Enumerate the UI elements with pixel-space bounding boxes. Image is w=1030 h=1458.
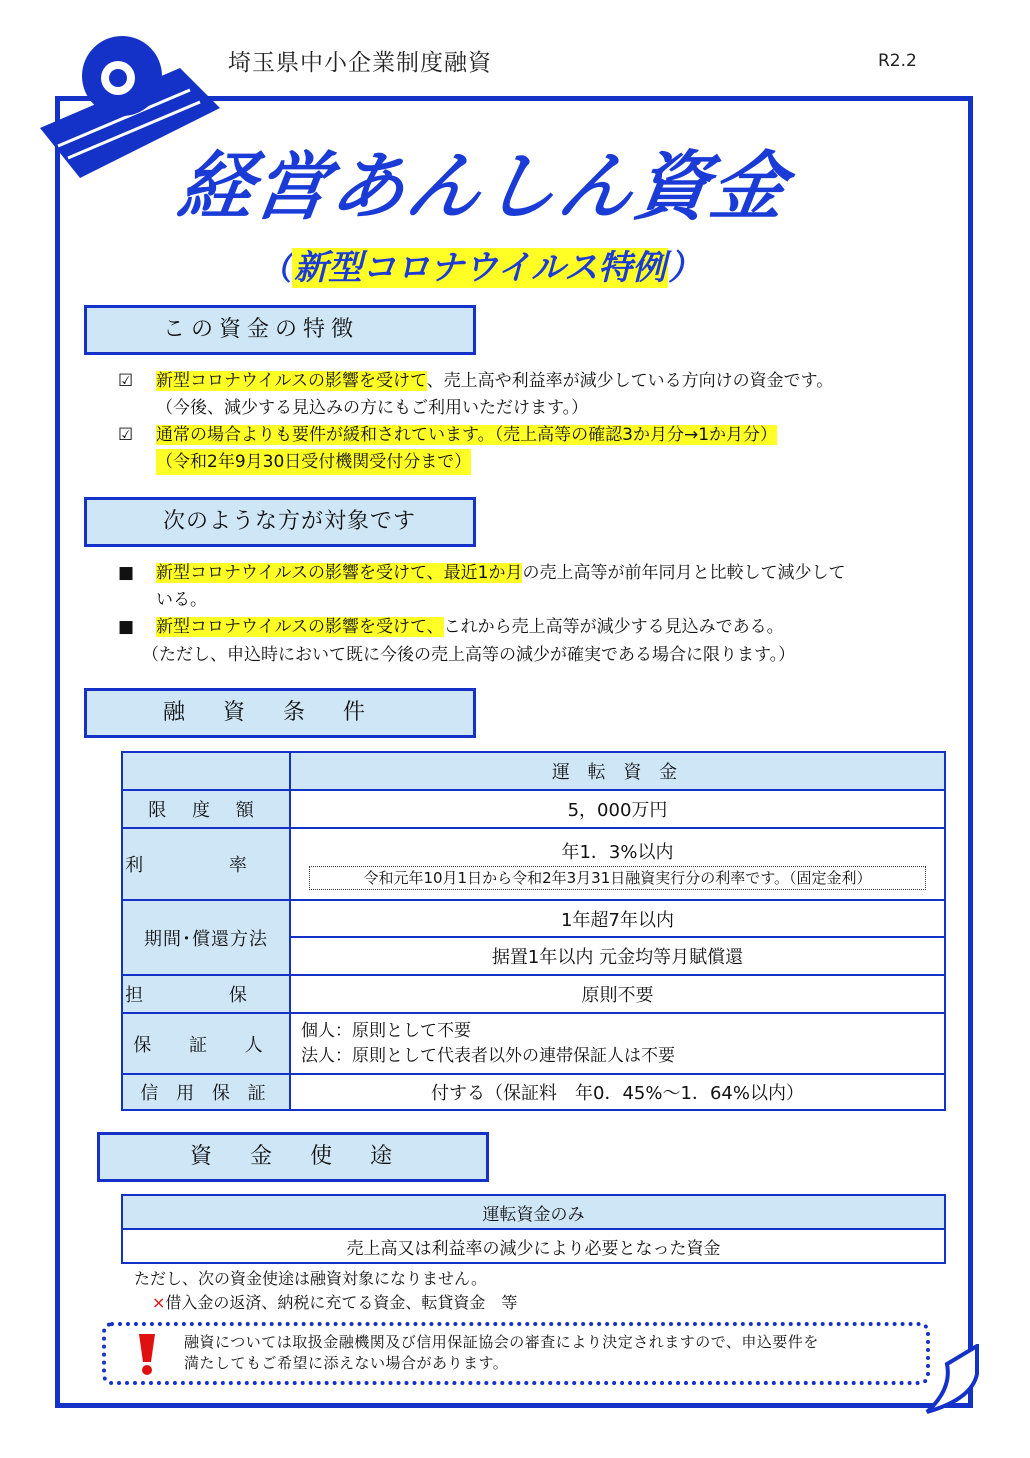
features-heading: この資金の特徴 xyxy=(84,305,476,355)
usage-row-2: 売上高又は利益率の減少により必要となった資金 xyxy=(122,1229,945,1263)
feature-item-2 xyxy=(118,422,777,448)
table-corner-cell xyxy=(122,752,290,790)
target-2-line2: （ただし、申込時において既に今後の売上高等の減少が確実である場合に限ります。） xyxy=(142,645,796,665)
limit-label: 限 度 額 xyxy=(122,790,290,828)
target-1-highlight: 新型コロナウイルスの影響を受けて、最近1か月 xyxy=(156,563,523,583)
credit-label: 信 用 保 証 xyxy=(122,1074,290,1110)
warning-box xyxy=(102,1322,930,1385)
usage-table xyxy=(121,1194,946,1264)
usage-note: ただし、次の資金使途は融資対象になりません。 xyxy=(134,1269,487,1288)
guarantor-cell xyxy=(290,1013,945,1074)
rate-cell xyxy=(290,828,945,900)
column-header: 運 転 資 金 xyxy=(290,752,945,790)
exclamation-icon xyxy=(136,1332,158,1376)
credit-value: 付する（保証料 年0．45%～1．64%以内） xyxy=(290,1074,945,1110)
guarantor-individual: 個人：原則として不要 xyxy=(301,1020,471,1041)
checkbox-icon: ☑ xyxy=(118,425,134,445)
feature-1-highlight: 新型コロナウイルスの影響を受けて xyxy=(156,371,427,391)
guarantor-corp: 法人：原則として代表者以外の連帯保証人は不要 xyxy=(301,1045,675,1066)
cross-icon: × xyxy=(152,1293,166,1312)
feature-1-line2: （今後、減少する見込みの方にもご利用いただけます。） xyxy=(156,398,589,418)
rate-note: 令和元年10月1日から令和2年3月31日融資実行分の利率です。（固定金利） xyxy=(309,866,926,890)
target-1-line2: いる。 xyxy=(156,590,207,610)
target-heading: 次のような方が対象です xyxy=(84,497,476,547)
target-item-1 xyxy=(118,560,845,586)
term-value: 1年超7年以内 xyxy=(290,900,945,937)
conditions-table xyxy=(121,751,946,1111)
usage-exclusion xyxy=(152,1290,517,1313)
limit-value: 5，000万円 xyxy=(290,790,945,828)
target-2-rest: これから売上高等が減少する見込みである。 xyxy=(443,617,784,637)
feature-2-highlight: 通常の場合よりも要件が緩和されています。（売上高等の確認3か月分→1か月分） xyxy=(156,425,778,445)
checkbox-icon: ☑ xyxy=(118,371,134,391)
header-title: 埼玉県中小企業制度融資 xyxy=(228,50,492,76)
subtitle-text: 新型コロナウイルス特例 xyxy=(294,248,666,288)
usage-exclusion-text: 借入金の返済、納税に充てる資金、転貸資金 等 xyxy=(165,1293,518,1312)
target-1-rest: の売上高等が前年同月と比較して減少して xyxy=(522,563,846,583)
feature-1-rest: 、売上高や利益率が減少している方向けの資金です。 xyxy=(426,371,834,391)
usage-heading: 資 金 使 途 xyxy=(97,1132,489,1182)
rate-label: 利 率 xyxy=(122,828,290,900)
usage-row-1: 運転資金のみ xyxy=(122,1195,945,1229)
version-label: R2.2 xyxy=(878,51,917,71)
repay-value: 据置1年以内 元金均等月賦償還 xyxy=(290,937,945,975)
conditions-heading: 融 資 条 件 xyxy=(84,688,476,738)
warning-line-1: 融資については取扱金融機関及び信用保証協会の審査により決定されますので、申込要件を xyxy=(184,1333,819,1351)
feature-item-1 xyxy=(118,368,833,394)
feature-2-line2: （令和2年9月30日受付機関受付分まで） xyxy=(156,449,471,475)
bullet-icon: ■ xyxy=(118,563,135,583)
warning-text xyxy=(184,1332,819,1374)
guarantor-label: 保 証 人 xyxy=(122,1013,290,1074)
term-label: 期間･償還方法 xyxy=(122,900,290,975)
page-curl-icon xyxy=(922,1344,982,1414)
warning-line-2: 満たしてもご希望に添えない場合があります。 xyxy=(184,1354,509,1372)
subtitle-open: （ xyxy=(258,248,292,288)
target-2-highlight: 新型コロナウイルスの影響を受けて、 xyxy=(156,617,444,637)
rate-value: 年1．3%以内 xyxy=(561,842,674,863)
target-item-2 xyxy=(118,614,784,640)
collateral-label: 担 保 xyxy=(122,975,290,1013)
subtitle-close: ） xyxy=(667,248,702,288)
collateral-value: 原則不要 xyxy=(290,975,945,1013)
bullet-icon: ■ xyxy=(118,617,135,637)
subtitle xyxy=(258,240,702,289)
main-title: 経営あんしん資金 xyxy=(173,144,794,230)
